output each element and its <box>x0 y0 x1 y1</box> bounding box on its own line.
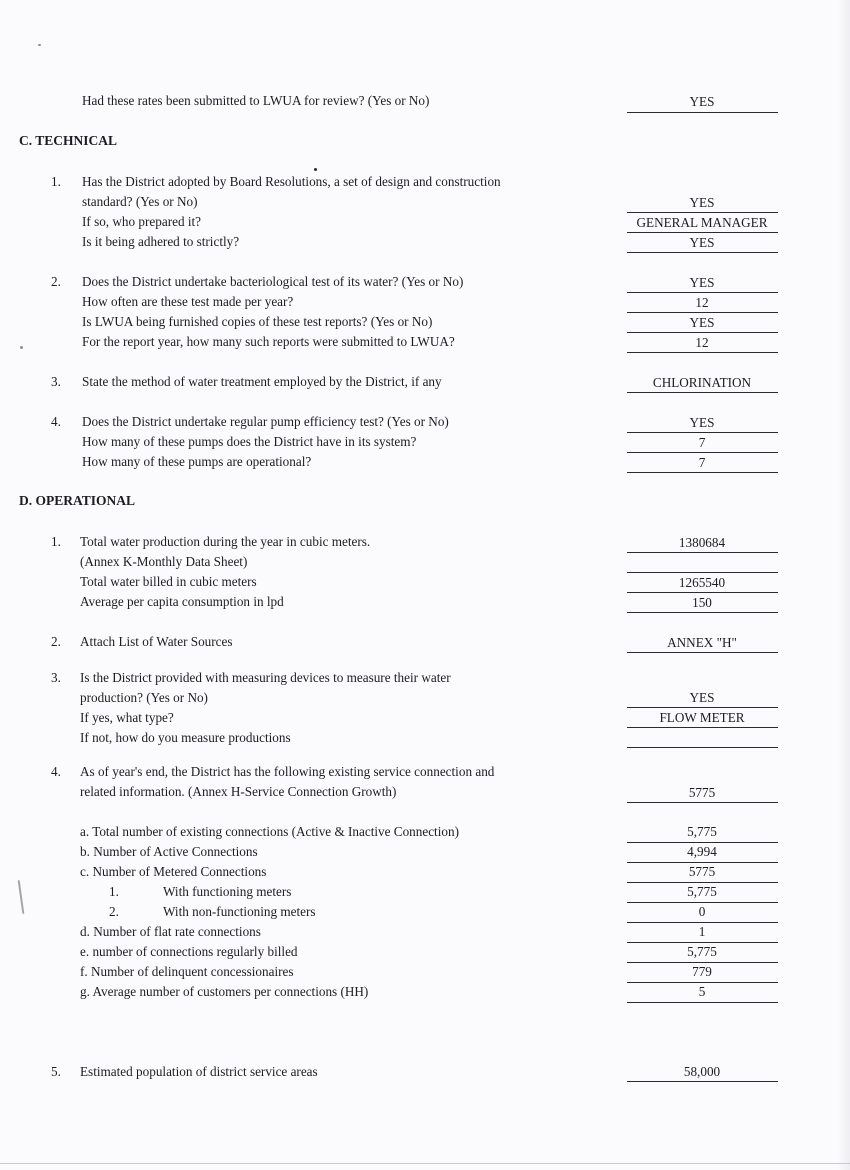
question-text: As of year's end, the District has the following existing service connection and <box>80 764 495 779</box>
connection-item-label: c. Number of Metered Connections <box>80 864 267 879</box>
question-text: How often are these test made per year? <box>82 294 294 309</box>
question-text: Total water billed in cubic meters <box>80 574 257 589</box>
answer-line <box>627 452 778 453</box>
answer-line <box>627 472 778 473</box>
answer-value: 58,000 <box>683 1064 721 1079</box>
scan-speck <box>20 346 23 349</box>
answer-line <box>627 802 778 803</box>
scan-edge <box>838 0 850 1170</box>
connection-item-label: With non-functioning meters <box>163 904 316 919</box>
question-text: Estimated population of district service areas <box>80 1064 318 1079</box>
connection-item-value: 0 <box>698 904 706 919</box>
answer-value: ANNEX "H" <box>667 635 737 650</box>
question-text: production? (Yes or No) <box>80 690 208 705</box>
connection-item-label: e. number of connections regularly billed <box>80 944 298 959</box>
answer-line <box>627 652 778 653</box>
answer-value: YES <box>689 690 715 705</box>
scan-speck <box>314 168 317 171</box>
answer-line <box>627 1002 778 1003</box>
answer-line <box>627 1081 778 1082</box>
connection-item-label: g. Average number of customers per connections (HH) <box>80 984 369 999</box>
question-text: standard? (Yes or No) <box>82 194 198 209</box>
question-text: For the report year, how many such reports were submitted to LWUA? <box>82 334 455 349</box>
connection-item-value: 5,775 <box>687 884 717 899</box>
answer-line <box>627 922 778 923</box>
answer-line <box>627 212 778 213</box>
scan-edge <box>0 1163 850 1164</box>
item-number: 1. <box>51 174 61 189</box>
answer-value: GENERAL MANAGER <box>636 215 768 230</box>
item-number: 5. <box>51 1064 61 1079</box>
answer-line <box>627 252 778 253</box>
question-text: Has the District adopted by Board Resolutions, a set of design and construction <box>82 174 501 189</box>
item-number: 2. <box>51 634 61 649</box>
question-text: Average per capita consumption in lpd <box>80 594 284 609</box>
answer-line <box>627 747 778 748</box>
answer-line <box>627 612 778 613</box>
sub-item-number: 1. <box>109 884 119 899</box>
answer-line <box>627 982 778 983</box>
item-number: 3. <box>51 670 61 685</box>
answer-value: 1265540 <box>678 575 726 590</box>
question-text: Attach List of Water Sources <box>80 634 233 649</box>
connection-item-value: 5 <box>698 984 706 999</box>
question-text: If so, who prepared it? <box>82 214 202 229</box>
answer-value: 1380684 <box>678 535 726 550</box>
answer-line <box>627 332 778 333</box>
rates-answer: YES <box>689 94 715 109</box>
connection-item-label: d. Number of flat rate connections <box>80 924 261 939</box>
answer-line <box>627 592 778 593</box>
answer-value: YES <box>689 415 715 430</box>
answer-line <box>627 232 778 233</box>
connection-item-label: f. Number of delinquent concessionaires <box>80 964 294 979</box>
answer-line <box>627 572 778 573</box>
connection-item-label: With functioning meters <box>163 884 292 899</box>
answer-line <box>627 707 778 708</box>
answer-value: YES <box>689 195 715 210</box>
answer-value: 7 <box>698 455 706 470</box>
connection-item-label: b. Number of Active Connections <box>80 844 258 859</box>
answer-value: 12 <box>695 295 709 310</box>
question-text: If not, how do you measure productions <box>80 730 291 745</box>
question-text: (Annex K-Monthly Data Sheet) <box>80 554 248 569</box>
sub-item-number: 2. <box>109 904 119 919</box>
section-heading-technical: C. TECHNICAL <box>19 133 118 148</box>
connection-item-value: 4,994 <box>687 844 717 859</box>
question-text: Is LWUA being furnished copies of these test reports? (Yes or No) <box>82 314 433 329</box>
answer-line <box>627 962 778 963</box>
question-text: Does the District undertake regular pump efficiency test? (Yes or No) <box>82 414 449 429</box>
connection-item-value: 5,775 <box>687 824 717 839</box>
question-text: How many of these pumps does the District have in its system? <box>82 434 417 449</box>
answer-value: 150 <box>692 595 712 610</box>
connection-item-value: 779 <box>692 964 712 979</box>
question-text: Is it being adhered to strictly? <box>82 234 240 249</box>
scan-speck <box>38 44 41 46</box>
answer-line <box>627 312 778 313</box>
item-number: 4. <box>51 414 61 429</box>
question-text: State the method of water treatment employed by the District, if any <box>82 374 442 389</box>
answer-line <box>627 942 778 943</box>
answer-value: YES <box>689 315 715 330</box>
item-number: 2. <box>51 274 61 289</box>
answer-line <box>627 432 778 433</box>
item-number: 1. <box>51 534 61 549</box>
answer-line <box>627 902 778 903</box>
question-text: related information. (Annex H-Service Connection Growth) <box>80 784 397 799</box>
connection-item-label: a. Total number of existing connections (Active & Inactive Connection) <box>80 824 459 839</box>
question-text: If yes, what type? <box>80 710 174 725</box>
answer-value: 5775 <box>688 785 716 800</box>
answer-line <box>627 842 778 843</box>
answer-line <box>627 862 778 863</box>
answer-line <box>627 727 778 728</box>
answer-line <box>627 392 778 393</box>
item-number: 3. <box>51 374 61 389</box>
answer-value: 7 <box>698 435 706 450</box>
answer-line <box>627 552 778 553</box>
rates-question: Had these rates been submitted to LWUA for review? (Yes or No) <box>82 93 430 108</box>
question-text: Does the District undertake bacteriological test of its water? (Yes or No) <box>82 274 464 289</box>
answer-value: 12 <box>695 335 709 350</box>
question-text: How many of these pumps are operational? <box>82 454 312 469</box>
connection-item-value: 1 <box>698 924 706 939</box>
question-text: Is the District provided with measuring devices to measure their water <box>80 670 451 685</box>
section-heading-operational: D. OPERATIONAL <box>19 493 136 508</box>
answer-value: YES <box>689 235 715 250</box>
answer-line <box>627 292 778 293</box>
answer-value: YES <box>689 275 715 290</box>
scan-speck <box>18 880 25 914</box>
question-text: Total water production during the year in cubic meters. <box>80 534 371 549</box>
answer-value: CHLORINATION <box>652 375 752 390</box>
answer-line <box>627 112 778 113</box>
answer-line <box>627 352 778 353</box>
connection-item-value: 5,775 <box>687 944 717 959</box>
answer-value: FLOW METER <box>659 710 745 725</box>
connection-item-value: 5775 <box>688 864 716 879</box>
item-number: 4. <box>51 764 61 779</box>
answer-line <box>627 882 778 883</box>
